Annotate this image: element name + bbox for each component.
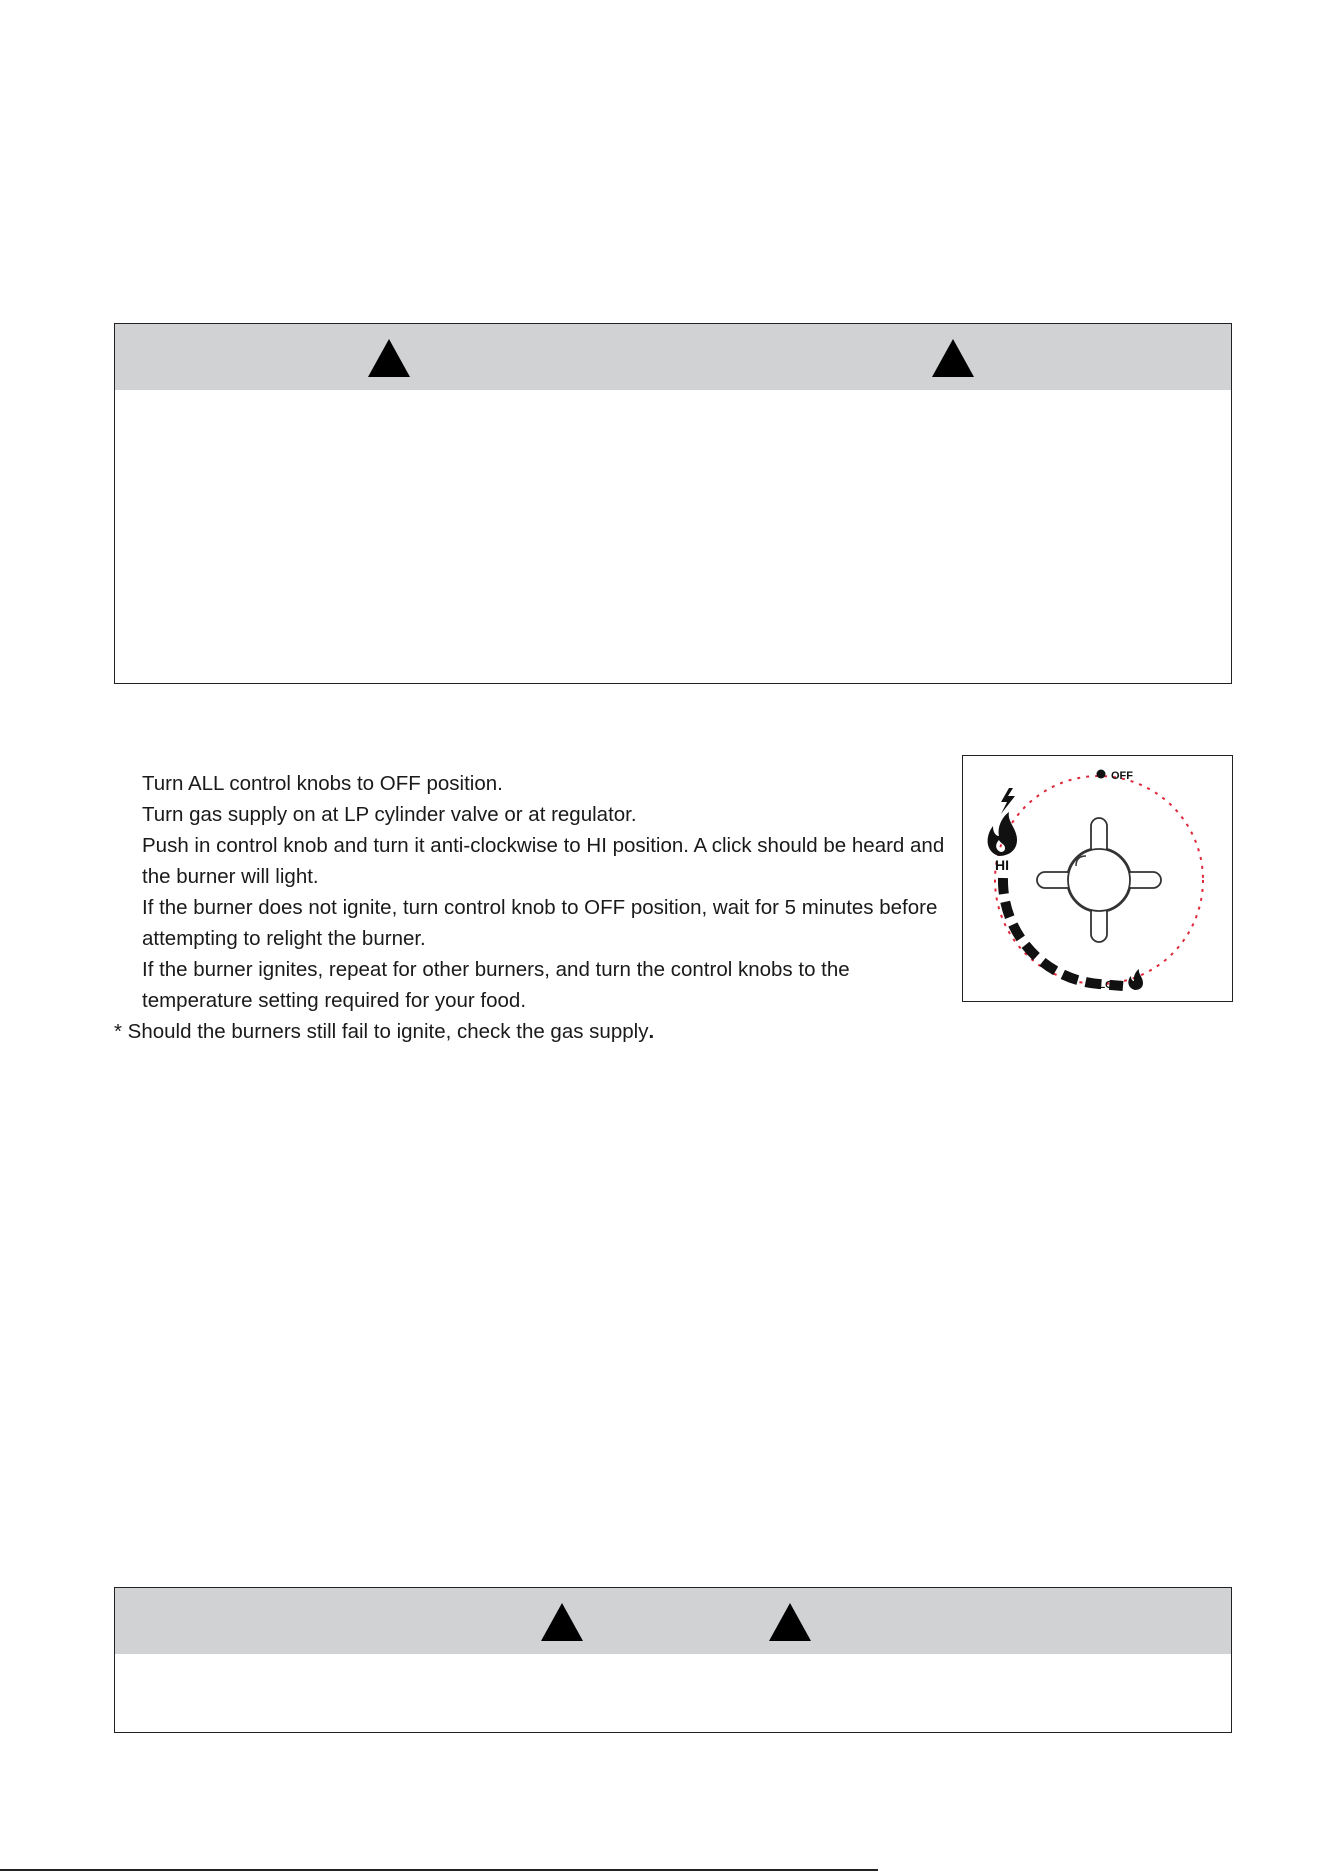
step-item: If the burner does not ignite, turn control knob to OFF position, wait for 5 minutes before attempting to relight the burner.: [142, 896, 938, 950]
ignition-note: [114, 1016, 654, 1047]
warning-triangle-icon: [367, 338, 411, 378]
flame-icon: [988, 812, 1017, 856]
step-item: Turn gas supply on at LP cylinder valve or at regulator.: [142, 803, 637, 826]
spark-icon: [1001, 788, 1015, 814]
note-text: * Should the burners still fail to ignite, check the gas supply: [114, 1020, 649, 1043]
flame-icon: [1128, 969, 1143, 990]
warning-box-bottom: [114, 1587, 1232, 1733]
warning-triangle-icon: [768, 1602, 812, 1642]
warning-header-bottom: [115, 1588, 1231, 1654]
bottom-rule: [0, 1869, 878, 1871]
step-item: If the burner ignites, repeat for other burners, and turn the control knobs to the temperature setting required for your food.: [142, 958, 850, 1012]
low-label: LOW: [1099, 980, 1123, 991]
hi-label: HI: [995, 857, 1009, 873]
warning-header-top: [115, 324, 1231, 390]
warning-box-top: [114, 323, 1232, 684]
lighting-steps: [114, 768, 954, 1016]
step-item: Push in control knob and turn it anti-clockwise to HI position. A click should be heard and the burner will light.: [142, 834, 945, 888]
warning-triangle-icon: [540, 1602, 584, 1642]
dot-icon: [1097, 770, 1106, 779]
control-knob-diagram: [962, 755, 1233, 1002]
warning-triangle-icon: [931, 338, 975, 378]
note-end: .: [648, 1020, 655, 1043]
off-label: OFF: [1111, 770, 1133, 782]
step-item: Turn ALL control knobs to OFF position.: [142, 772, 503, 795]
